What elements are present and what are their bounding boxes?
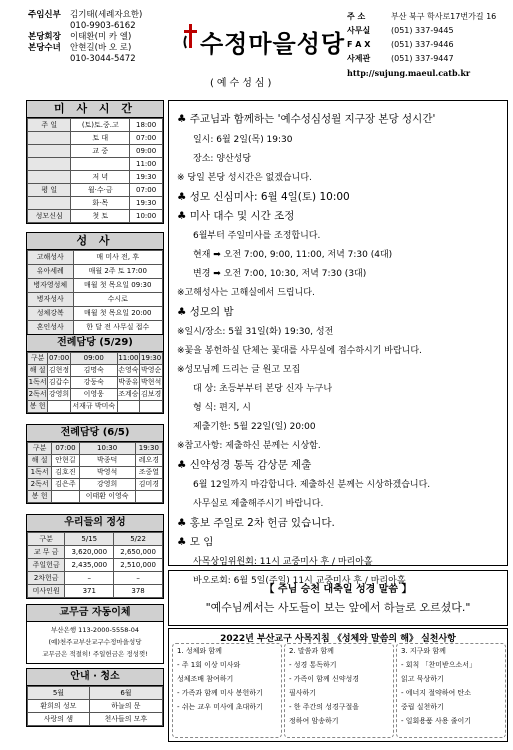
pastoral-plan-box	[168, 628, 508, 742]
mass-cell: (토)토.중.고	[71, 119, 130, 132]
contact-row	[347, 38, 507, 52]
staff-value: 이태환(미 카 엘)	[70, 32, 132, 42]
sacrament-cell: 수시로	[73, 293, 162, 307]
staff-row	[28, 54, 178, 65]
duty1-cell	[140, 401, 163, 413]
offering-header-cell: 5/15	[65, 533, 114, 546]
duty2-cell: 레오경	[135, 455, 162, 467]
duty1-row	[28, 377, 163, 389]
page-title: 수정마을성당	[200, 30, 346, 58]
mass-row	[28, 184, 163, 197]
offering-cell: –	[114, 572, 163, 585]
duty1-cell: 해 설	[28, 365, 48, 377]
guide-cell: 하늘의 문	[89, 700, 162, 713]
guide-title: 안내 · 청소	[27, 669, 163, 686]
staff-label: 주임신부	[28, 10, 61, 20]
mass-cell	[28, 145, 71, 158]
duty2-row	[28, 491, 163, 503]
guide-row	[28, 713, 163, 726]
plan-item: 정하여 암송하기	[289, 717, 339, 725]
mass-cell	[28, 132, 71, 145]
duty1-box	[26, 334, 164, 414]
sacrament-row	[28, 265, 163, 279]
notice-line: 6월 12일까지 마감합니다. 제출하신 분께는 시상하겠습니다.	[193, 480, 431, 490]
duty1-header-cell: 07:00	[48, 353, 71, 365]
contact-label: 사무실	[347, 26, 371, 35]
plan-item: - 성경 통독하기	[289, 661, 337, 669]
homepage-link[interactable]: http://sujung.maeul.catb.kr	[347, 68, 471, 78]
sacrament-row	[28, 279, 163, 293]
sacrament-table	[27, 250, 163, 335]
duty1-cell: 강영희	[48, 389, 71, 401]
offering-row	[28, 572, 163, 585]
notice-line: 바오로회: 6월 5일(주일) 11시 교중미사 후 / 마리아홀	[193, 576, 406, 586]
mass-cell: 19:30	[130, 197, 163, 210]
duty2-header-row	[28, 443, 163, 455]
duty2-cell: 봉 헌	[28, 491, 52, 503]
staff-value: 김기태(세례자요한)	[70, 10, 143, 20]
transfer-line: 부산은행 113-2000-5558-04	[51, 626, 139, 634]
duty1-cell: 김현정	[48, 365, 71, 377]
mass-cell	[71, 158, 130, 171]
duty2-header-cell: 19:30	[135, 443, 162, 455]
mass-times-box	[26, 100, 164, 224]
offering-cell: 2,435,000	[65, 559, 114, 572]
transfer-box	[26, 604, 164, 664]
plan-item: 읽고 묵상하기	[401, 675, 444, 683]
staff-value: 010-9903-6162	[70, 21, 136, 31]
plan-item: - 쉬는 교우 미사에 초대하기	[177, 703, 263, 711]
offering-cell: 2,510,000	[114, 559, 163, 572]
notice-line: ♣ 성모 신심미사: 6월 4일(토) 10:00	[177, 191, 350, 203]
mass-cell: 07:00	[130, 132, 163, 145]
parish-subtitle: (예수성심)	[210, 78, 275, 89]
mass-cell: 토 대	[71, 132, 130, 145]
sacrament-title: 성 사	[27, 233, 163, 250]
offering-cell: 교 무 금	[28, 546, 65, 559]
duty2-header-cell: 구분	[28, 443, 52, 455]
guide-cell: 사랑의 샘	[28, 713, 90, 726]
mass-cell: 18:00	[130, 119, 163, 132]
offering-table	[27, 532, 163, 598]
plan-item: 3. 지구와 함께	[401, 647, 446, 655]
offering-cell: 미사인원	[28, 585, 65, 598]
sacrament-row	[28, 307, 163, 321]
transfer-line: 교무금은 적절히! 주일헌금은 정성껏!	[42, 650, 148, 658]
guide-cell: 천사들의 모후	[89, 713, 162, 726]
guide-header-cell: 5월	[28, 687, 90, 700]
duty1-cell: 김보경	[140, 389, 163, 401]
mass-cell: 첫 토	[71, 210, 130, 223]
duty2-cell: 김호진	[52, 467, 79, 479]
sacrament-cell: 매월 첫 목요일 20:00	[73, 307, 162, 321]
plan-column	[396, 643, 506, 738]
notice-line: 6월부터 주일미사를 조정합니다.	[193, 231, 321, 241]
notice-line: ※꽃을 봉헌하실 단체는 꽃대를 사무실에 접수하시기 바랍니다.	[177, 346, 422, 356]
sacrament-box	[26, 232, 164, 336]
sacrament-cell: 병자영성체	[28, 279, 74, 293]
staff-label	[28, 54, 70, 65]
mass-cell: 09:00	[130, 145, 163, 158]
offering-cell: 378	[114, 585, 163, 598]
plan-item: 중립 실천하기	[401, 703, 444, 711]
plan-item: - 가족과 함께 미사 봉헌하기	[177, 689, 263, 697]
guide-header-cell: 6월	[89, 687, 162, 700]
duty1-cell: 박현석	[140, 377, 163, 389]
duty1-cell: 이영웅	[70, 389, 117, 401]
mass-row	[28, 132, 163, 145]
notice-line: 사목상임위원회: 11시 교중미사 후 / 마리아홀	[193, 557, 373, 567]
offering-cell: 3,620,000	[65, 546, 114, 559]
gospel-verse-box	[168, 570, 508, 626]
notice-line: ※성모님께 드리는 글 원고 모집	[177, 365, 301, 375]
sacrament-cell: 고해성사	[28, 251, 74, 265]
staff-label	[28, 21, 70, 32]
notice-line: 일시: 6월 2일(목) 19:30	[193, 135, 293, 145]
duty2-title: 전례담당 (6/5)	[27, 425, 163, 442]
duty2-row	[28, 467, 163, 479]
contact-row	[347, 24, 507, 38]
offering-header-row	[28, 533, 163, 546]
duty1-row	[28, 401, 163, 413]
duty1-cell: 박종유	[117, 377, 140, 389]
duty2-cell	[52, 491, 79, 503]
guide-header-row	[28, 687, 163, 700]
offering-cell: 2차헌금	[28, 572, 65, 585]
guide-cell: 환희의 성모	[28, 700, 90, 713]
contact-row	[347, 10, 507, 24]
duty1-cell: 김갑수	[48, 377, 71, 389]
duty2-table	[27, 442, 163, 503]
duty1-cell: 강둥숙	[70, 377, 117, 389]
duty1-row	[28, 365, 163, 377]
guide-table	[27, 686, 163, 726]
duty2-header-cell: 07:00	[52, 443, 79, 455]
duty1-header-cell: 09:00	[70, 353, 117, 365]
offering-row	[28, 585, 163, 598]
notice-line: 형 식: 편지, 시	[193, 403, 251, 413]
notice-line: 현재 ➡ 오전 7:00, 9:00, 11:00, 저녁 7:30 (4대)	[193, 250, 393, 260]
notice-line: ※참고사항: 제출하신 분께는 시상함.	[177, 441, 321, 451]
offering-cell: 2,650,000	[114, 546, 163, 559]
sacrament-cell: 유아세례	[28, 265, 74, 279]
notice-line: 장소: 양산성당	[193, 154, 252, 164]
transfer-line: (예)천주교부산교구수정마을성당	[48, 638, 142, 646]
mass-cell: 화·목	[71, 197, 130, 210]
notice-line: 대 상: 초등부부터 본당 신자 누구나	[193, 384, 333, 394]
duty1-cell: 김명숙	[70, 365, 117, 377]
duty1-cell	[117, 401, 140, 413]
notice-line: ♣ 미사 대수 및 시간 조정	[177, 210, 295, 222]
mass-cell	[28, 158, 71, 171]
verse-title: 【 주님 승천 대축일 성경 말씀 】	[264, 584, 412, 595]
notice-line: ※ 당일 본당 성시간은 없겠습니다.	[177, 173, 312, 183]
notice-line: ♣ 주교님과 함께하는 '예수성심성월 지구장 본당 성시간'	[177, 113, 436, 125]
offering-cell: –	[65, 572, 114, 585]
mass-row	[28, 145, 163, 158]
offering-cell: 371	[65, 585, 114, 598]
mass-cell	[28, 171, 71, 184]
contact-value: (051) 337-9446	[391, 40, 454, 49]
duty2-cell: 박영석	[79, 467, 135, 479]
duty2-cell: 해 설	[28, 455, 52, 467]
guide-row	[28, 700, 163, 713]
plan-item: 2. 말씀과 함께	[289, 647, 334, 655]
mass-row	[28, 210, 163, 223]
notice-line: ♣ 홍보 주일로 2차 헌금 있습니다.	[177, 517, 335, 529]
mass-cell: 19:30	[130, 171, 163, 184]
sacrament-cell: 한 달 전 사무실 접수	[73, 321, 162, 335]
sacrament-row	[28, 293, 163, 307]
parish-contact-info	[347, 10, 507, 80]
sacrament-cell: 성체강복	[28, 307, 74, 321]
mass-times-table	[27, 118, 163, 223]
duty2-cell: 김은주	[52, 479, 79, 491]
mass-cell: 10:00	[130, 210, 163, 223]
transfer-title: 교무금 자동이체	[27, 605, 163, 622]
parish-staff-info	[28, 10, 178, 65]
plan-item: 필사하기	[289, 689, 317, 697]
sacrament-cell: 매 미사 전, 후	[73, 251, 162, 265]
duty2-header-cell: 10:30	[79, 443, 135, 455]
mass-cell: 평 일	[28, 184, 71, 197]
sacrament-cell: 매월 2주 토 17:00	[73, 265, 162, 279]
sacrament-row	[28, 321, 163, 335]
offering-header-cell: 구분	[28, 533, 65, 546]
mass-cell: 월·수·금	[71, 184, 130, 197]
duty1-header-cell: 구분	[28, 353, 48, 365]
duty1-cell: 조계승	[117, 389, 140, 401]
offering-header-cell: 5/22	[114, 533, 163, 546]
guide-box	[26, 668, 164, 727]
church-logo-icon	[182, 24, 200, 50]
duty2-cell: 2독서	[28, 479, 52, 491]
duty1-cell: 박영순	[140, 365, 163, 377]
notice-line: ♣ 신약성경 통독 감상문 제출	[177, 459, 312, 471]
contact-value: (051) 337-9447	[391, 54, 454, 63]
staff-label: 본당수녀	[28, 43, 61, 53]
staff-label: 본당회장	[28, 32, 61, 42]
staff-row	[28, 10, 178, 21]
duty1-table	[27, 352, 163, 413]
sacrament-cell: 매월 첫 목요일 09:30	[73, 279, 162, 293]
notice-line: ※일시/장소: 5월 31일(화) 19:30, 성전	[177, 327, 334, 337]
duty2-cell: 김미경	[135, 479, 162, 491]
mass-cell: 교 중	[71, 145, 130, 158]
staff-value: 010-3044-5472	[70, 54, 136, 64]
plan-item: - 회칙 「찬미받으소서」	[401, 661, 477, 669]
duty1-header-cell: 11:00	[117, 353, 140, 365]
notice-line: 사무실로 제출해주시기 바랍니다.	[193, 499, 324, 509]
mass-cell: 성모신심	[28, 210, 71, 223]
duty2-cell: 이태환 이영숙	[79, 491, 135, 503]
plan-item: - 주 1회 이상 미사와	[177, 661, 241, 669]
notice-line: ※고해성사는 고해실에서 드립니다.	[177, 288, 315, 298]
duty1-header-cell: 19:30	[140, 353, 163, 365]
sacrament-cell: 혼인성사	[28, 321, 74, 335]
duty1-cell: 봉 헌	[28, 401, 48, 413]
mass-row	[28, 158, 163, 171]
duty1-cell: 2독서	[28, 389, 48, 401]
duty1-row	[28, 389, 163, 401]
duty2-cell: 강영희	[79, 479, 135, 491]
duty2-cell: 1독서	[28, 467, 52, 479]
duty2-cell: 조중열	[135, 467, 162, 479]
mass-row	[28, 171, 163, 184]
offering-row	[28, 546, 163, 559]
duty1-header-row	[28, 353, 163, 365]
duty2-cell: 박종덕	[79, 455, 135, 467]
mass-row	[28, 197, 163, 210]
plan-column	[284, 643, 394, 738]
contact-label: F A X	[347, 40, 371, 49]
mass-cell: 주 일	[28, 119, 71, 132]
plan-column	[172, 643, 282, 738]
mass-cell: 07:00	[130, 184, 163, 197]
offering-cell: 주일헌금	[28, 559, 65, 572]
notice-line: ♣ 성모의 밤	[177, 306, 234, 318]
duty2-row	[28, 455, 163, 467]
mass-cell: 11:00	[130, 158, 163, 171]
offering-title: 우리들의 정성	[27, 515, 163, 532]
plan-item: - 한 주간의 성경구절을	[289, 703, 360, 711]
plan-item: - 에너지 절약하여 탄소	[401, 689, 472, 697]
mass-cell: 저 녁	[71, 171, 130, 184]
plan-item: 성체조배 참여하기	[177, 675, 234, 683]
mass-cell	[28, 197, 71, 210]
plan-item: 1. 성체와 함께	[177, 647, 222, 655]
sacrament-row	[28, 251, 163, 265]
contact-row	[347, 52, 507, 66]
duty1-cell: 1독서	[28, 377, 48, 389]
contact-value: 부산 북구 학사로17번가길 16	[391, 12, 497, 21]
duty2-row	[28, 479, 163, 491]
contact-value: (051) 337-9445	[391, 26, 454, 35]
duty2-cell: 안현길	[52, 455, 79, 467]
notices-panel	[168, 100, 508, 586]
staff-row	[28, 32, 178, 43]
staff-value: 안현길(바 오 로)	[70, 43, 132, 53]
contact-label: 사제관	[347, 54, 371, 63]
offering-box	[26, 514, 164, 599]
duty1-cell: 손영숙	[117, 365, 140, 377]
notice-line: 변경 ➡ 오전 7:00, 10:30, 저녁 7:30 (3대)	[193, 269, 367, 279]
notice-line: 제출기한: 5월 22일(일) 20:00	[193, 422, 316, 432]
plan-title: 2022년 부산교구 사목지침 《성체와 말씀의 해》 실천사항	[220, 634, 456, 644]
plan-item: - 일회용품 사용 줄이기	[401, 717, 472, 725]
mass-times-title: 미 사 시 간	[27, 101, 163, 118]
duty1-cell: 서재규 박미숙	[70, 401, 117, 413]
offering-row	[28, 559, 163, 572]
mass-row	[28, 119, 163, 132]
plan-item: - 가족이 함께 신약성경	[289, 675, 360, 683]
parish-title	[182, 18, 346, 58]
duty2-box	[26, 424, 164, 504]
duty1-title: 전례담당 (5/29)	[27, 335, 163, 352]
contact-label: 주 소	[347, 12, 366, 21]
notice-line: ♣ 모 임	[177, 536, 214, 548]
duty2-cell	[135, 491, 162, 503]
verse-text: "예수님께서는 사도들이 보는 앞에서 하늘로 오르셨다."	[205, 601, 471, 614]
staff-row	[28, 43, 178, 54]
duty1-cell	[48, 401, 71, 413]
sacrament-cell: 병자성사	[28, 293, 74, 307]
staff-row	[28, 21, 178, 32]
